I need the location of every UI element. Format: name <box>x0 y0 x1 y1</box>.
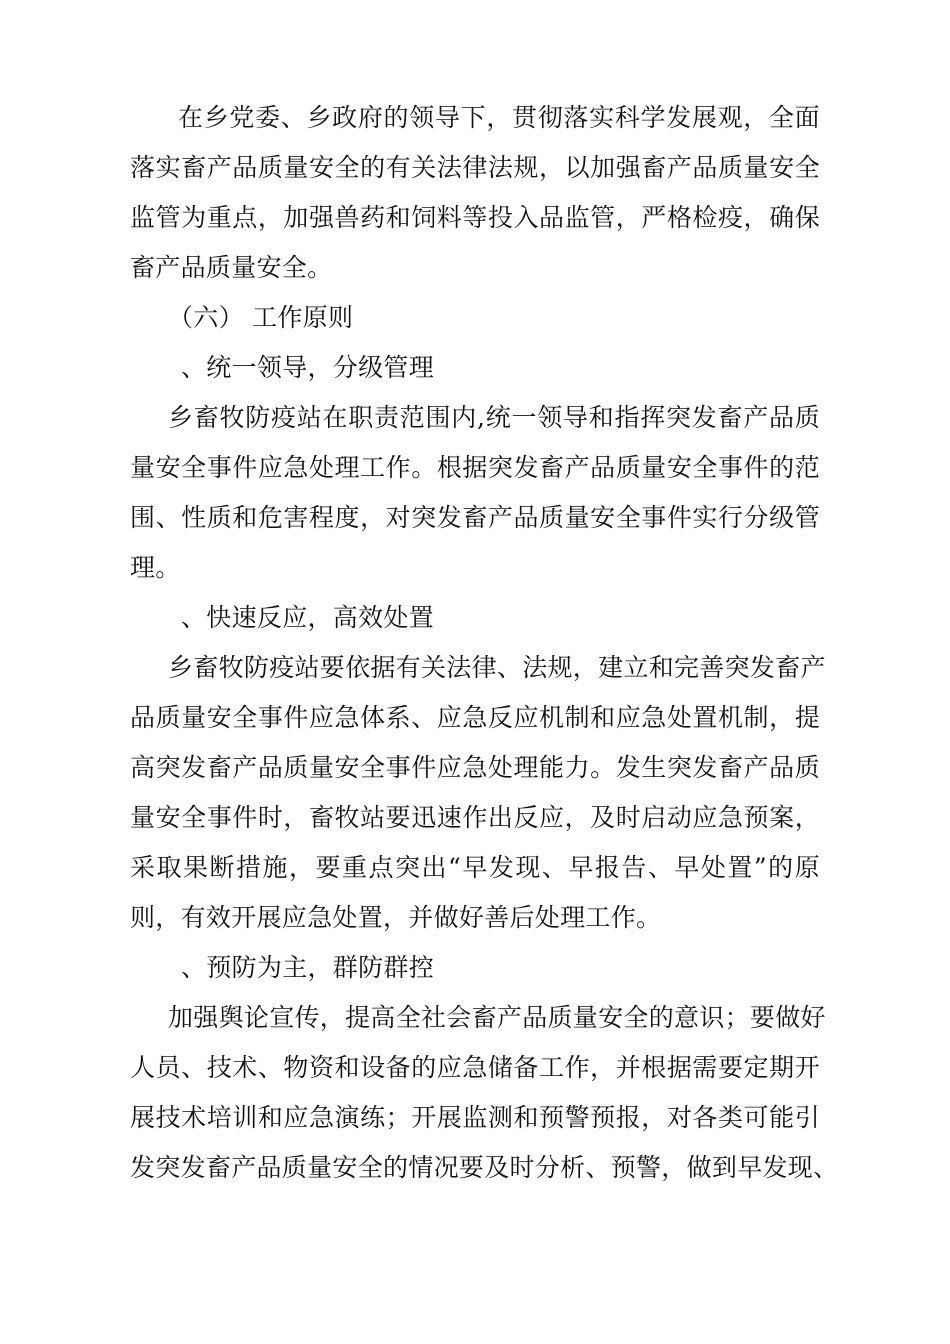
principle-3-line-2: 人员、技术、物资和设备的应急储备工作，并根据需要定期开 <box>130 1053 820 1082</box>
principle-2-line-4: 量安全事件时，畜牧站要迅速作出反应，及时启动应急预案， <box>130 803 820 832</box>
principle-3-line-3: 展技术培训和应急演练；开展监测和预警预报，对各类可能引 <box>130 1103 820 1132</box>
section-heading: （六） 工作原则 <box>168 303 354 332</box>
principle-1-line-4: 理。 <box>130 553 181 582</box>
principle-1-title: 、统一领导，分级管理 <box>181 353 435 382</box>
principle-2-line-6: 则，有效开展应急处置，并做好善后处理工作。 <box>130 903 662 932</box>
principle-3-line-4: 发突发畜产品质量安全的情况要及时分析、预警，做到早发现、 <box>130 1153 839 1182</box>
principle-1-line-3: 围、性质和危害程度，对突发畜产品质量安全事件实行分级管 <box>130 503 820 532</box>
principle-1-line-2: 量安全事件应急处理工作。根据突发畜产品质量安全事件的范 <box>130 453 820 482</box>
principle-2-line-3: 高突发畜产品质量安全事件应急处理能力。发生突发畜产品质 <box>130 753 820 782</box>
principle-3-title: 、预防为主，群防群控 <box>181 953 435 982</box>
principle-2-line-1: 乡畜牧防疫站要依据有关法律、法规，建立和完善突发畜产 <box>168 653 826 682</box>
principle-1-line-1: 乡畜牧防疫站在职责范围内,统一领导和指挥突发畜产品质 <box>168 403 820 432</box>
principle-2-title: 、快速反应，高效处置 <box>181 603 435 632</box>
principle-2-line-2: 品质量安全事件应急体系、应急反应机制和应急处置机制，提 <box>130 703 820 732</box>
principle-3-line-1: 加强舆论宣传，提高全社会畜产品质量安全的意识；要做好 <box>168 1003 826 1032</box>
intro-line-1: 在乡党委、乡政府的领导下，贯彻落实科学发展观，全面 <box>178 103 820 132</box>
intro-line-4: 畜产品质量安全。 <box>130 253 333 282</box>
intro-line-3: 监管为重点，加强兽药和饲料等投入品监管，严格检疫，确保 <box>130 203 820 232</box>
principle-2-line-5: 采取果断措施，要重点突出“早发现、早报告、早处置”的原 <box>130 853 820 882</box>
intro-line-2: 落实畜产品质量安全的有关法律法规，以加强畜产品质量安全 <box>130 153 820 182</box>
